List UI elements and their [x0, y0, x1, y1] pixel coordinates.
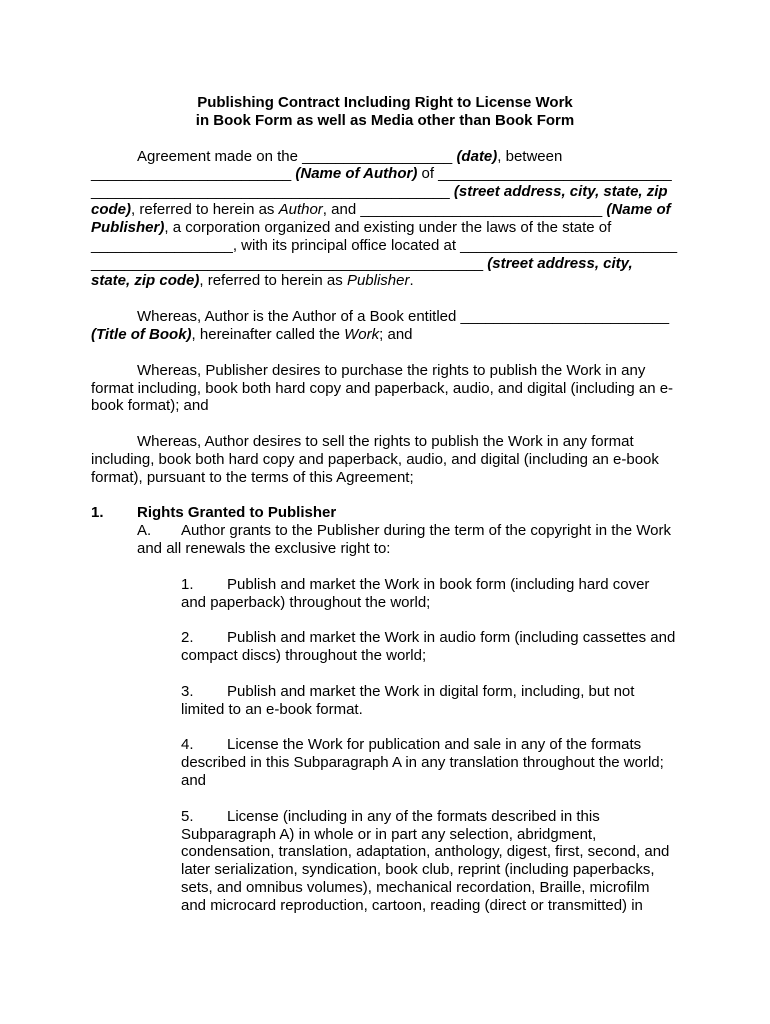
name-of-publisher-label: (Name of [606, 201, 671, 219]
title-of-book-label: (Title of Book) [91, 325, 192, 343]
list-item-number: 1. [181, 575, 194, 593]
whereas-publisher-line-3: book format); and [91, 397, 209, 415]
list-item-line: sets, and omnibus volumes), mechanical recordation, Braille, microfilm [181, 879, 650, 897]
intro-text: , a corporation organized and existing under the laws of the state of [164, 218, 612, 236]
list-item-line [91, 683, 679, 701]
publisher-address-label-end: state, zip code) [91, 272, 200, 290]
list-item-text: License the Work for publication and sale in any of the formats [227, 736, 642, 754]
section-heading-text: Rights Granted to Publisher [137, 504, 337, 522]
rights-item-5 [91, 808, 679, 915]
document-title [91, 94, 679, 130]
section-rights-granted [91, 504, 679, 558]
list-item-line [91, 576, 679, 594]
subsection-a-label: A. [137, 522, 152, 540]
whereas-sell-line-1: Whereas, Author desires to sell the rights to publish the Work in any format [137, 433, 634, 451]
list-item-line: and paperback) throughout the world; [181, 593, 431, 611]
list-item-line: and microcard reproduction, cartoon, reading (direct or transmitted) in [181, 896, 643, 914]
list-item-line: described in this Subparagraph A in any translation throughout the world; [181, 754, 664, 772]
whereas-book-paragraph [91, 308, 679, 344]
intro-line-1 [91, 148, 679, 166]
date-label: (date) [456, 147, 498, 165]
whereas-book-line-1: Whereas, Author is the Author of a Book entitled _________________________ [137, 308, 670, 326]
intro-line-5 [91, 219, 679, 237]
list-item-text: Publish and market the Work in book form (including hard cover [227, 575, 650, 593]
list-item-text: License (including in any of the formats described in this [227, 807, 600, 825]
list-item-line [91, 808, 679, 826]
subsection-a-line-1 [91, 522, 679, 540]
whereas-sell-paragraph [91, 433, 679, 487]
whereas-sell-line-3: format), pursuant to the terms of this Agreement; [91, 468, 414, 486]
intro-text: Agreement made on the __________________ [137, 147, 457, 165]
rights-item-2 [91, 629, 679, 665]
whereas-publisher-line-1: Whereas, Publisher desires to purchase the rights to publish the Work in any [137, 361, 646, 379]
list-item-number: 5. [181, 807, 194, 825]
intro-line-6: _________________, with its principal office located at __________________________ [91, 236, 678, 254]
list-item-text: Publish and market the Work in digital form, including, but not [227, 682, 635, 700]
section-number: 1. [91, 504, 104, 522]
intro-line-7 [91, 255, 679, 273]
intro-text: , referred to herein as [199, 272, 347, 290]
intro-line-4 [91, 201, 679, 219]
name-of-publisher-label-end: Publisher) [91, 218, 165, 236]
rights-item-3 [91, 683, 679, 719]
author-name-blank: ________________________ [91, 165, 296, 183]
intro-line-2 [91, 165, 679, 183]
list-item-number: 4. [181, 736, 194, 754]
intro-text: , between [497, 147, 563, 165]
list-item-number: 2. [181, 629, 194, 647]
publisher-name-blank: , and _____________________________ [322, 201, 607, 219]
author-address-label: (street address, city, state, zip [453, 183, 668, 201]
publisher-address-blank: _______________________________________________ [91, 254, 488, 272]
publisher-address-label: (street address, city, [487, 254, 633, 272]
list-item-line: later serialization, syndication, book club, reprint (including paperbacks, [181, 861, 655, 879]
intro-line-8 [91, 272, 679, 290]
whereas-book-line-2 [91, 326, 679, 344]
work-term: Work [344, 325, 380, 343]
section-heading [91, 504, 679, 522]
list-item-line [91, 629, 679, 647]
author-address-blank: of ____________________________ [417, 165, 672, 183]
agreement-intro-paragraph [91, 148, 679, 291]
intro-text: , referred to herein as [131, 201, 279, 219]
list-item-line [91, 736, 679, 754]
whereas-text: , hereinafter called the [191, 325, 345, 343]
title-line-2: in Book Form as well as Media other than Book Form [195, 111, 575, 129]
title-line-1: Publishing Contract Including Right to License Work [197, 94, 573, 111]
list-item-line: compact discs) throughout the world; [181, 647, 427, 665]
list-item-line: limited to an e-book format. [181, 700, 363, 718]
name-of-author-label: (Name of Author) [295, 165, 418, 183]
intro-line-3 [91, 183, 679, 201]
subsection-a-line-2: and all renewals the exclusive right to: [137, 540, 391, 558]
publisher-term: Publisher [346, 272, 410, 290]
list-item-line: and [181, 772, 207, 790]
list-item-line: condensation, translation, adaptation, anthology, digest, first, second, and [181, 843, 670, 861]
intro-text: . [409, 272, 414, 290]
whereas-sell-line-2: including, book both hard copy and paperback, audio, and digital (including an e-book [91, 450, 659, 468]
author-address-blank: ___________________________________________ [91, 183, 454, 201]
list-item-number: 3. [181, 682, 194, 700]
author-term: Author [278, 201, 323, 219]
subsection-a-text: Author grants to the Publisher during the term of the copyright in the Work [181, 522, 671, 540]
list-item-text: Publish and market the Work in audio form (including cassettes and [227, 629, 676, 647]
whereas-text: ; and [379, 325, 413, 343]
whereas-publisher-line-2: format including, book both hard copy and paperback, audio, and digital (including an e- [91, 379, 674, 397]
document-body [91, 94, 679, 915]
rights-item-4 [91, 736, 679, 790]
author-address-label-end: code) [91, 201, 132, 219]
rights-item-1 [91, 576, 679, 612]
whereas-publisher-paragraph [91, 362, 679, 416]
list-item-line: Subparagraph A) in whole or in part any selection, abridgment, [181, 825, 597, 843]
